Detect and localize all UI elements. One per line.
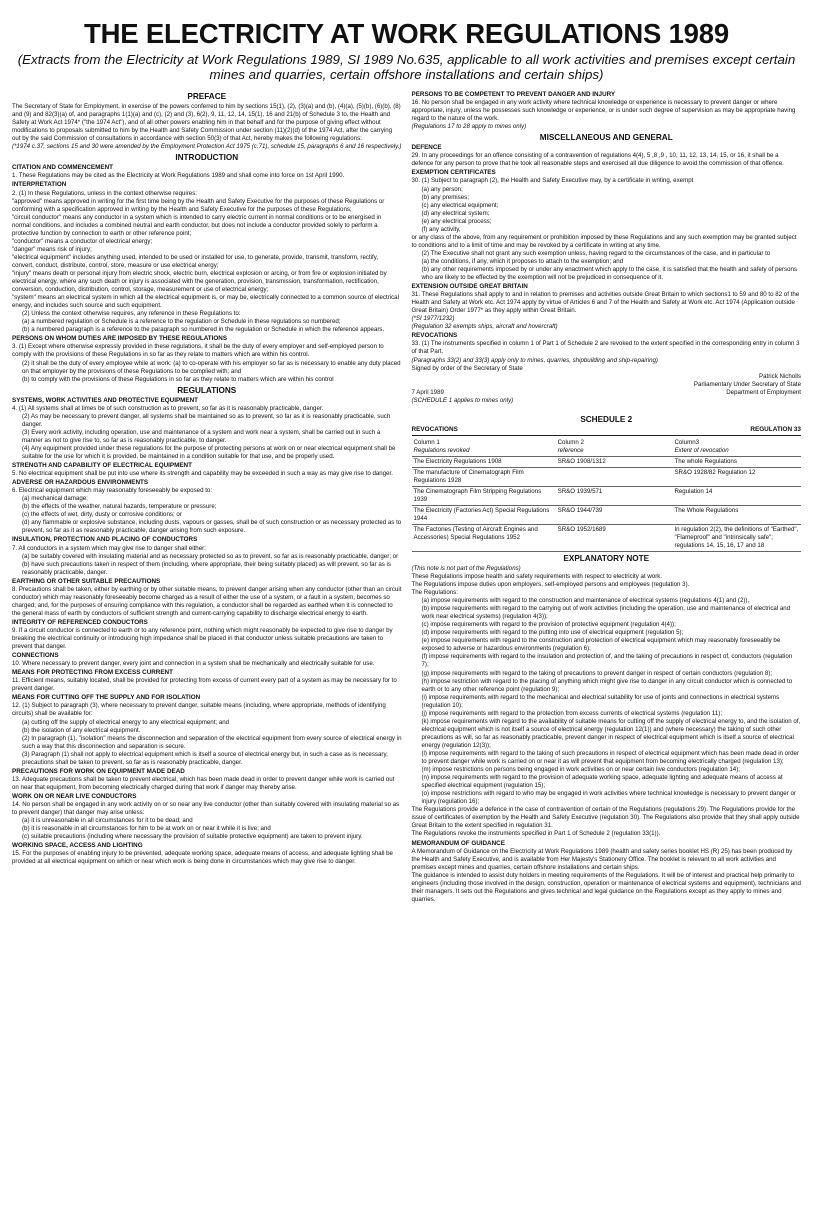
- preface-note: (*1974 c.37, sections 15 and 30 were amended by the Employment Protection Act 1975 (c.71), schedule 15, paragraphs 6 and 16 respectively.): [12, 143, 402, 151]
- schedule-cell: The Whole Regulations: [672, 505, 801, 524]
- paragraph: (2) it shall be the duty of every employee while at work: (a) to co-operate with his employer so far as is necessary to enable any duty placed on that employer by the provisions of these Regulations to be complied with; and: [22, 359, 401, 375]
- paragraph: (2) In paragraph (1), "isolation" means the disconnection and separation of the electrical equipment from every source of electrical energy in such a way that this disconnection and separation is secure.: [22, 734, 402, 750]
- memorandum-text: [412, 848, 802, 904]
- paragraph: 14. No person shall be engaged in any work activity on or so near any live conductor (other than suitably covered with insulating material so as to prevent danger) that danger may arise unless:: [12, 800, 400, 817]
- paragraph: The Regulations provide a defence in the case of contravention of certain of the Regulations (regulations 29). The Regulations provide for the issue of certificates of exemption by the Health and Safety Executive (regulation 30). The Regulations also provide that they shall apply outside Great Britain to the extent specified in regulation 31.: [411, 806, 800, 830]
- paragraph: (b) it is reasonable in all circumstances for him to be at work on or near it while it is live; and: [22, 825, 271, 833]
- paragraph: (c) any electrical equipment;: [421, 201, 499, 209]
- paragraph: (a) a numbered regulation or Schedule is a reference to the regulation or Schedule in these regulations so numbered;: [22, 318, 341, 326]
- working-heading: WORKING SPACE, ACCESS AND LIGHTING: [12, 842, 143, 850]
- signer-name: Patrick Nicholls: [759, 372, 801, 380]
- extension-note-2: (Regulation 32 exempts ships, aircraft and hovercraft): [411, 323, 558, 331]
- interpretation-list: [12, 190, 402, 335]
- schedule-cell: The manufacture of Cinematograph Film Regulations 1928: [412, 467, 556, 486]
- cutting-heading: MEANS FOR CUTTING OFF THE SUPPLY AND FOR ISOLATION: [12, 694, 201, 702]
- schedule-cell: The Electricity Regulations 1908: [412, 456, 556, 467]
- paragraph: (4) Any equipment provided under these regulations for the purpose of protecting persons at work on or near electrical equipment shall be suitable for the use for which it is provided, be maintained in a condition suitable for that use, and be properly used.: [22, 444, 396, 461]
- paragraph: The guidance is intended to assist duty holders in meeting requirements of the Regulations. It will be of interest and practical help primarily to engineers (including those involved in the design, construction, operation or maintenance of electrical systems and equipment), technicians and their managers. It sets out the Regulations and gives technical and legal guidance on the Regulations except as they apply to mines and quarries.: [411, 871, 801, 903]
- schedule-rows: [412, 456, 802, 551]
- schedule-table: [412, 438, 802, 552]
- adverse-heading: ADVERSE OR HAZARDOUS ENVIRONMENTS: [12, 479, 149, 487]
- department: Department of Employment: [726, 388, 801, 396]
- exemption-heading: EXEMPTION CERTIFICATES: [411, 169, 496, 177]
- insulation-heading: INSULATION, PROTECTION AND PLACING OF CONDUCTORS: [12, 536, 198, 544]
- paragraph: (a) be suitably covered with insulating material and as necessary protected so as to prevent, so far as is reasonably practicable, danger; or: [22, 552, 399, 560]
- paragraph: (3) Paragraph (1) shall not apply to electrical equipment which is itself a source of electrical energy but, in such a case as is necessary, precautions shall be taken to prevent, so far as is reasonably practicable, danger.: [22, 750, 388, 766]
- explanatory-heading: EXPLANATORY NOTE: [563, 553, 650, 563]
- strength-text: 5. No electrical equipment shall be put into use where its strength and capability may be exceeded in such a way as may give rise to danger.: [12, 470, 393, 478]
- schedule-cell: In regulation 2(2), the definitions of "Earthed", "Flameproof" and "intrinsically safe"; regulations 14, 15, 16, 17 and 18: [672, 524, 801, 551]
- persons-heading: PERSONS ON WHOM DUTIES ARE IMPOSED BY THESE REGULATIONS: [12, 335, 228, 343]
- paragraph: (e) impose requirements with regard to the construction and protection of electrical equipment which may reasonably foreseeably be exposed to adverse or hazardous environments (regulation 6);: [421, 637, 781, 653]
- paragraph: (a) the conditions, if any, which it proposes to attach to the exemption; and: [421, 257, 624, 265]
- paragraph: (i) impose requirements with regard to the mechanical and electrical suitability for use of joints and connections in electrical systems (regulation 10);: [421, 693, 780, 709]
- paragraph: (c) impose requirements with regard to the provision of protective equipment (regulation 4(4));: [421, 621, 676, 629]
- introduction-heading: INTRODUCTION: [175, 153, 239, 163]
- paragraph: (c) the effects of wet, dirty, dusty or corrosive conditions; or: [22, 511, 182, 519]
- excess-heading: MEANS FOR PROTECTING FROM EXCESS CURRENT: [12, 669, 173, 677]
- paragraph: (f) impose requirements with regard to the insulation and protection of, and the taking of precautions in respect of, conductors (regulation 7);: [421, 653, 793, 669]
- competent-note: (Regulations 17 to 28 apply to mines only): [411, 123, 527, 131]
- extension-text: 31. These Regulations shall apply to and in relation to premises and activities outside Great Britain to which sections1 to 59 and 80 to 82 of the Health and Safety at Work etc. Act 1974 apply by virtue of Articles 6 and 7 of the Health and Safety at Work etc. Act 1974 (Application outside Great Britain) Order 1977* as they apply within Great Britain.: [411, 291, 800, 315]
- schedule-cell: SR&O 1952/1689: [556, 524, 673, 551]
- paragraph: "injury" means death or personal injury from electric shock, electric burn, electrical explosion or arcing, or from fire or explosion initiated by electrical energy, where any such death or injury is associated with the generation, provision, transmission, transformation, rectification, conversion, conduction, distribution, control, storage, measurement or use of electrical energy;: [12, 269, 387, 294]
- paragraph: (m) impose restrictions on persons being engaged in work activities on or near certain live conductors (regulation 14);: [421, 766, 740, 774]
- paragraph: "system" means an electrical system in which all the electrical equipment is, or may be, electrically connected to a common source of electrical energy, and includes such source and such equipment.: [12, 294, 399, 310]
- paragraph: (b) to comply with the provisions of these Regulations in so far as they relate to matters which are within his control: [22, 375, 334, 383]
- paragraph: (2) The Executive shall not grant any such exemption unless, having regard to the circumstances of the case, and in particular to: [421, 249, 771, 257]
- paragraph: (b) any other requirements imposed by or under any enactment which apply to the case, it is satisfied that the health and safety of persons who are likely to be effected by the exemption will not be prejudiced in consequence of it.: [421, 265, 797, 282]
- dead-heading: PRECAUTIONS FOR WORK ON EQUIPMENT MADE DEAD: [12, 767, 185, 775]
- signer-title: Parliamentary Under Secretary of State: [693, 380, 801, 388]
- strength-heading: STRENGTH AND CAPABILITY OF ELECTRICAL EQUIPMENT: [12, 462, 192, 470]
- schedule-cell: The Electricity (Factories Act) Special Regulations 1944: [412, 505, 556, 524]
- paragraph: 6. Electrical equipment which may reasonably foreseeably be exposed to:: [12, 487, 213, 495]
- schedule-note: (SCHEDULE 1 applies to mines only): [411, 396, 514, 404]
- left-column: [12, 90, 402, 904]
- paragraph: 3. (1) Except where otherwise expressly provided in these regulations, it shall be the duty of every employer and self-employed person to comply with the provisions of these Regulations in so far as they relate to matters which are within his control.: [12, 343, 384, 359]
- page-title: THE ELECTRICITY AT WORK REGULATIONS 1989: [84, 18, 729, 49]
- paragraph: (a) any person;: [421, 185, 463, 193]
- paragraph: 7. All conductors in a system which may give rise to danger shall either:: [12, 544, 206, 552]
- connections-heading: CONNECTIONS: [12, 652, 59, 660]
- right-column: [412, 90, 802, 904]
- schedule-cell: [556, 467, 673, 486]
- live-heading: WORK ON OR NEAR LIVE CONDUCTORS: [12, 792, 137, 800]
- paragraph: (b) a numbered paragraph is a reference to the paragraph so numbered in the regulation or Schedule in which the reference appears.: [22, 326, 385, 334]
- adverse-list: [12, 487, 402, 535]
- earthing-heading: EARTHING OR OTHER SUITABLE PRECAUTIONS: [12, 577, 161, 585]
- paragraph: (j) impose requirements with regard to the protection from excess currents of electrical systems (regulation 11);: [421, 709, 723, 717]
- paragraph: 4. (1) All systems shall at times be of such construction as to prevent, so far as it is reasonably practicable, danger.: [12, 404, 324, 412]
- schedule-left-label: REVOCATIONS: [411, 425, 458, 433]
- paragraph: (g) impose requirements with regard to the taking of precautions to prevent danger in respect of certain conductors (regulation 8);: [421, 669, 773, 677]
- schedule-cell: SR&O 1939/571: [556, 486, 673, 505]
- paragraph: (b) impose requirements with regard to the carrying out of work activities (including the operation, use and maintenance of electrical and work near electrical systems) (regulation 4(3));: [421, 605, 791, 621]
- competent-heading: PERSONS TO BE COMPETENT TO PREVENT DANGER AND INJURY: [411, 91, 616, 98]
- schedule-row: [412, 467, 802, 486]
- cutting-list: [12, 702, 402, 766]
- paragraph: (a) mechanical damage;: [22, 495, 88, 503]
- schedule-header-row: [412, 438, 802, 457]
- schedule-2-heading: SCHEDULE 2: [580, 414, 633, 424]
- signing-date: 7 April 1989: [411, 388, 444, 396]
- connections-text: 10. Where necessary to prevent danger, every joint and connection in a system shall be mechanically and electrically suitable for use.: [12, 660, 375, 668]
- schedule-cell: SR&O 1944/739: [556, 505, 673, 524]
- schedule-col3-header: Column3 Extent of revocation: [672, 438, 801, 457]
- paragraph: (2) Unless the context otherwise requires, any reference in these Regulations to:: [22, 310, 241, 318]
- interpretation-heading: INTERPRETATION: [12, 181, 67, 189]
- explanatory-items: [412, 597, 802, 806]
- paragraph: (d) any flammable or explosive substance, including dusts, vapours or gasses, shall be of such construction or as necessary protected as to prevent, so far as it as reasonably practicable, danger arising from such exposure.: [22, 519, 402, 535]
- preface-heading: PREFACE: [187, 92, 227, 101]
- date-row: [412, 389, 802, 397]
- paragraph: (d) impose requirements with regard to the putting into use of electrical equipment (regulation 5);: [421, 629, 684, 637]
- schedule-row: [412, 524, 802, 551]
- excess-text: 11. Efficient means, suitably located, shall be provided for protecting from excess of current every part of a system as may be necessary for to prevent danger.: [12, 677, 397, 693]
- regulations-heading: REGULATIONS: [177, 385, 237, 395]
- paragraph: "circuit conductor" means any conductor in a system which is intended to carry electric current in normal conditions or to be energised in normal conditions, and includes a combined neutral and earth conductor, but does not include a conductor provided solely to perform a protective function by connection to earth or other reference point;: [12, 213, 382, 237]
- paragraph: (f) any activity,: [421, 225, 461, 233]
- defence-heading: DEFENCE: [411, 144, 442, 152]
- paragraph: The Regulations revoke the instruments specified in Part 1 of Schedule 2 (regulation 33(1)).: [411, 830, 661, 838]
- paragraph: These Regulations impose health and safety requirements with respect to electricity at work.: [411, 572, 663, 580]
- extension-note-1: (*SI 1977/1232): [411, 315, 455, 323]
- explanatory-subheading: (This note is not part of the Regulations): [411, 564, 521, 572]
- competent-text: 16. No person shall be engaged in any work activity where technical knowledge or experience is necessary to prevent danger or where appropriate, injury, unless he possesses such knowledge or experience, or is under such degree of supervision as may be appropriate having regard to the nature of the work.: [411, 99, 796, 123]
- columns: [12, 90, 801, 904]
- exemption-list: [412, 177, 802, 282]
- integrity-text: 9. If a circuit conductor is connected to earth or to any reference point, nothing which might reasonably be expected to give rise to danger by breaking the electrical continuity or introducing high impedance shall be placed in that conductor unless suitable precautions are taken to prevent that danger.: [12, 627, 393, 651]
- schedule-cell: Regulation 14: [672, 486, 801, 505]
- paragraph: (b) any premises;: [421, 193, 469, 201]
- schedule-col1-header: Column 1 Regulations revoked: [412, 438, 556, 457]
- paragraph: (c) suitable precautions (including where necessary the provision of suitable protective equipment) are taken to prevent injury.: [22, 833, 363, 841]
- persons-list: [12, 343, 402, 383]
- paragraph: (k) impose requirements with regard to the availability of suitable means for cutting off the supply of electrical energy to, and the isolation of, electrical equipment which is not itself a source of electrical energy (regulation 12(1)) and (where necessary) the taking of such other precautions as will, so far as reasonably practicable, prevent danger in respect of electrical equipment which is itself a source of electrical energy (regulation 12(3));: [421, 717, 801, 749]
- paragraph: "electrical equipment" includes anything used, intended to be used or installed for use, to generate, provide, transmit, transform, rectify, convert, conduct, distribute, control, store, measure or use electrical energy;: [12, 253, 379, 269]
- paragraph: (e) any electrical process;: [421, 217, 492, 225]
- page-subtitle: (Extracts from the Electricity at Work Regulations 1989, SI 1989 No.635, applicable to all work activities and premises except certain mines and quarries, certain offshore installations and certain ships): [17, 52, 796, 82]
- paragraph: 2. (1) In these Regulations, unless in the context otherwise requires:: [12, 189, 198, 197]
- paragraph: (a) impose requirements with regard to the construction and maintenance of electrical systems (regulations 4(1) and (2)),: [421, 597, 750, 605]
- earthing-text: 8. Precautions shall be taken, either by earthing or by other suitable means, to prevent danger arising when any conductor (other than an circuit conductor) which may reasonably foreseeably become charged as a result of either the use of a system, or a fault in a system, becomes so charged; and, for the purposes of ensuring compliance with this regulation, a conductor shall be regarded as earthed when it is connected to the general mass of earth by conductors of sufficient strength and current-carrying capability to discharge electrical energy to earth.: [12, 585, 402, 617]
- paragraph: "conductor" means a conductor of electrical energy;: [12, 237, 153, 245]
- paragraph: (h) impose restriction with regard to the placing of anything which might give rise to danger in any circuit conductor which is connected to earth or to any other reference point (regulation 9);: [421, 677, 793, 693]
- extension-heading: EXTENSION OUTSIDE GREAT BRITAIN: [411, 283, 528, 291]
- paragraph: The Regulations impose duties upon employers, self-employed persons and employees (regulation 3).: [411, 581, 690, 589]
- signed-line: Signed by order of the Secretary of State: [411, 364, 523, 372]
- revocations-note: (Paragraphs 33(2) and 33(3) apply only to mines, quarries, shipbuilding and ship-repairing): [411, 356, 658, 364]
- schedule-col2-header: Column 2 reference: [556, 438, 673, 457]
- paragraph: (3) Every work activity, including operation, use and maintenance of a system and work near a system, shall be carried out in such a manner as not to give rise to, so far as is reasonably practicable, to danger.: [22, 428, 381, 444]
- insulation-list: [12, 545, 402, 577]
- preface-text: The Secretary of State for Employment, in exercise of the powers conferred to him by sections 15(1), (2), (3)(a) and (b), (4)(a), (5)(b), (6)(b), (8) and (9) and 82(3)(a) of, and paragraphs 1(1)(a) and (c), (2) and (3), 6(2), 9, 11, 12, 14, 15(1), 16 and 21(b) of Schedule 3 to, the Health and Safety at Work Act 1974* ("the 1974 Act"), and of all other powers enabling him in that behalf and for the purpose of giving effect without modifications to proposals submitted to him by the Health and Safety Commission under section (11)(2)(d) of the 1974 Act, after the carrying out by the said Commission of consultations in accordance with section 50(3) of that Act, hereby makes the following regulations:: [12, 103, 401, 143]
- misc-heading: MISCELLANEOUS AND GENERAL: [539, 133, 673, 143]
- paragraph: "approved" means approved in writing for the first time being by the Health and Safety Executive for the purposes of these Regulations or conforming with a specification approved in writing by the Health and Safety Executive for the purposes of these Regulations;: [12, 197, 385, 213]
- schedule-cell: The Factories (Testing of Aircraft Engines and Accessories) Special Regulations 1952: [412, 524, 556, 551]
- paragraph: (l) impose requirements with regard to the taking of such precautions in respect of electrical equipment which has been made dead in order to prevent danger while work is carried on or near it as will prevent that equipment from becoming electrically charged (regulation 13);: [421, 750, 800, 766]
- paragraph: "danger" means risk of injury;: [12, 245, 92, 253]
- systems-list: [12, 405, 402, 461]
- paragraph: (d) any electrical system;: [421, 209, 490, 217]
- schedule-right-label: REGULATION 33: [750, 425, 801, 433]
- paragraph: The Regulations:: [411, 589, 458, 597]
- schedule-cell: The Cinematograph Film Stripping Regulations 1939: [412, 486, 556, 505]
- schedule-row: [412, 486, 802, 505]
- revocations-heading: REVOCATIONS: [411, 332, 458, 340]
- paragraph: or any class of the above, from any requirement or prohibition imposed by these Regulations and any such exemption may be granted subject to conditions and to a limit of time and may be revoked by a certificate in writing at any time.: [411, 233, 797, 249]
- schedule-cell: SR&O 1928/82 Regulation 12: [672, 467, 801, 486]
- revocations-text: 33. (1) The instruments specified in column 1 of Part 1 of Schedule 2 are revoked to the extent specified in the corresponding entry in column 3 of that Part.: [411, 340, 800, 356]
- paragraph: (n) impose requirements with regard to the provision of adequate working space, adequate lighting and adequate means of access at specified electrical equipment (regulation 15);: [421, 774, 783, 790]
- citation-text: 1. These Regulations may be cited as the Electricity at Work Regulations 1989 and shall come into force on 1st April 1990.: [12, 172, 345, 180]
- paragraph: 12. (1) Subject to paragraph (3), where necessary to prevent danger, suitable means (including, where appropriate, methods of identifying circuits) shall be available for:: [12, 702, 386, 718]
- memorandum-heading: MEMORANDUM OF GUIDANCE: [411, 839, 505, 847]
- paragraph: (a) cutting off the supply of electrical energy to any electrical equipment; and: [22, 718, 230, 726]
- schedule-cell: The whole Regulations: [672, 456, 801, 467]
- citation-heading: CITATION AND COMMENCEMENT: [12, 164, 113, 172]
- schedule-cell: SR&O 1908/1312: [556, 456, 673, 467]
- schedule-row: [412, 505, 802, 524]
- systems-heading: SYSTEMS, WORK ACTIVITIES AND PROTECTIVE EQUIPMENT: [12, 396, 199, 404]
- paragraph: A Memorandum of Guidance on the Electricity at Work Regulations 1989 (health and safety series booklet HS (R) 25) has been produced by the Health and Safety Executive, and is available from Her Majesty's Stationery Office. The booklet is relevant to all work activities and premises except mines and quarries, certain offshore installations and certain ships.: [411, 847, 793, 871]
- defence-text: 29. In any proceedings for an offence consisting of a contravention of regulations 4(4), 5 ,8 ,9 , 10, 11, 12, 13, 14, 15, or 16, it shall be a defence for any person to prove that he took all reasonable steps and exercised all due diligence to avoid the commission of that offence.: [411, 152, 784, 168]
- paragraph: 30. (1) Subject to paragraph (2), the Health and Safety Executive may, by a certificate in writing, exempt: [411, 177, 694, 185]
- paragraph: (b) the isolation of any electrical equipment.: [22, 726, 141, 734]
- integrity-heading: INTEGRITY OF REFERENCED CONDUCTORS: [12, 618, 148, 626]
- schedule-row: [412, 456, 802, 467]
- paragraph: (o) impose restrictions with regard to who may be engaged in work activities where technical knowledge is necessary to prevent danger or injury (regulation 16);: [421, 790, 796, 806]
- explanatory-outro: [412, 806, 802, 838]
- paragraph: (a) it is unreasonable in all circumstances for it to be dead; and: [22, 817, 193, 825]
- paragraph: (b) the effects of the weather, natural hazards, temperature or pressure;: [22, 503, 217, 511]
- explanatory-intro: [412, 573, 802, 597]
- live-list: [12, 801, 402, 841]
- paragraph: (b) have such precautions taken in respect of them (including, where appropriate, their being suitably placed) as will prevent, so far as is reasonably practicable, danger.: [22, 560, 391, 576]
- paragraph: (2) As may be necessary to prevent danger, all systems shall be maintained so as to prevent, so far as it is reasonably practicable, such danger.: [22, 412, 391, 428]
- dead-text: 13. Adequate precautions shall be taken to prevent electrical, which has been made dead in order to prevent danger while work is carried out on near that equipment, from becoming electrically charged during that work if danger may thereby arise.: [12, 775, 395, 791]
- working-text: 15. For the purposes of enabling injury to be prevented, adequate working space, adequate means of access, and adequate lighting shall be provided at all electrical equipment on which or near which work is being done in circumstances which may give rise to danger.: [12, 850, 393, 866]
- schedule-bar: [412, 426, 802, 436]
